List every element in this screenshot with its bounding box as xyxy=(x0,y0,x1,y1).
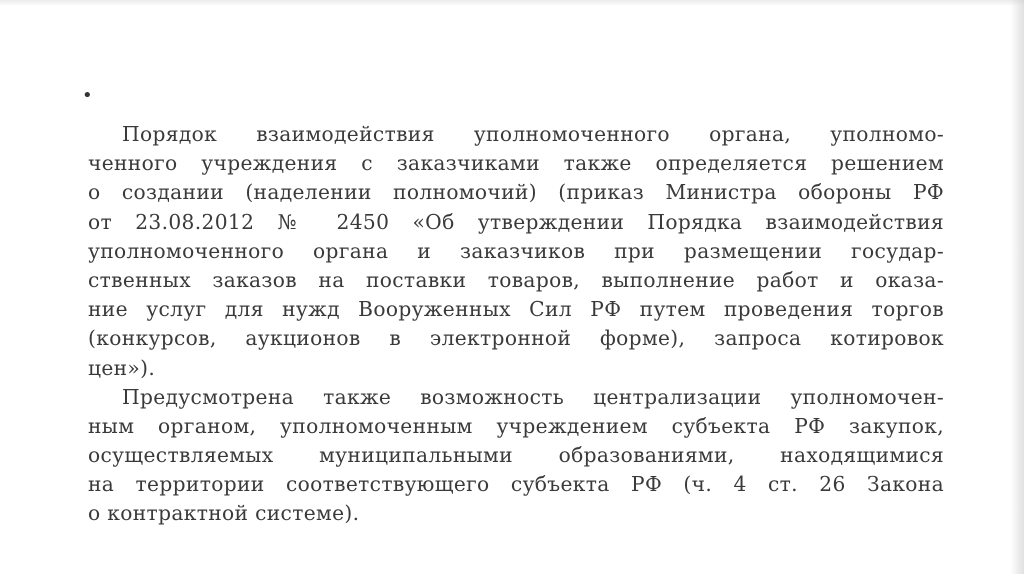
paragraph-line: ченного учреждения с заказчиками также определяется решением xyxy=(88,151,944,176)
paragraph-line: от 23.08.2012 № 2450 «Об утверждении Порядка взаимодействия xyxy=(88,209,944,234)
document-body xyxy=(88,120,944,529)
paragraph-line: на территории соответствующего субъекта РФ (ч. 4 ст. 26 Закона xyxy=(88,472,944,497)
paragraph-line: ным органом, уполномоченным учреждением субъекта РФ закупок, xyxy=(88,413,944,438)
paragraph-line: Предусмотрена также возможность централизации уполномочен- xyxy=(122,384,944,409)
paragraph-line: осуществляемых муниципальными образованиями, находящимися xyxy=(88,443,944,468)
paragraph-line: о создании (наделении полномочий) (приказ Министра обороны РФ xyxy=(88,180,944,205)
paragraph-line: ние услуг для нужд Вооруженных Сил РФ путем проведения торгов xyxy=(88,297,944,322)
paragraph-line: уполномоченного органа и заказчиков при размещении государ- xyxy=(88,238,944,263)
paragraph-line: ственных заказов на поставки товаров, выполнение работ и оказа- xyxy=(88,267,944,292)
paragraph-line: о контрактной системе). xyxy=(88,501,360,526)
slide-right-shadow xyxy=(1010,0,1024,574)
paragraph-line: цен»). xyxy=(88,355,156,380)
paragraph-1 xyxy=(88,120,944,383)
bullet-marker: • xyxy=(82,85,93,106)
paragraph-2 xyxy=(88,383,944,529)
slide-top-shadow xyxy=(0,0,1024,6)
paragraph-line: (конкурсов, аукционов в электронной форме), запроса котировок xyxy=(88,326,944,351)
paragraph-line: Порядок взаимодействия уполномоченного органа, уполномо- xyxy=(122,122,944,146)
